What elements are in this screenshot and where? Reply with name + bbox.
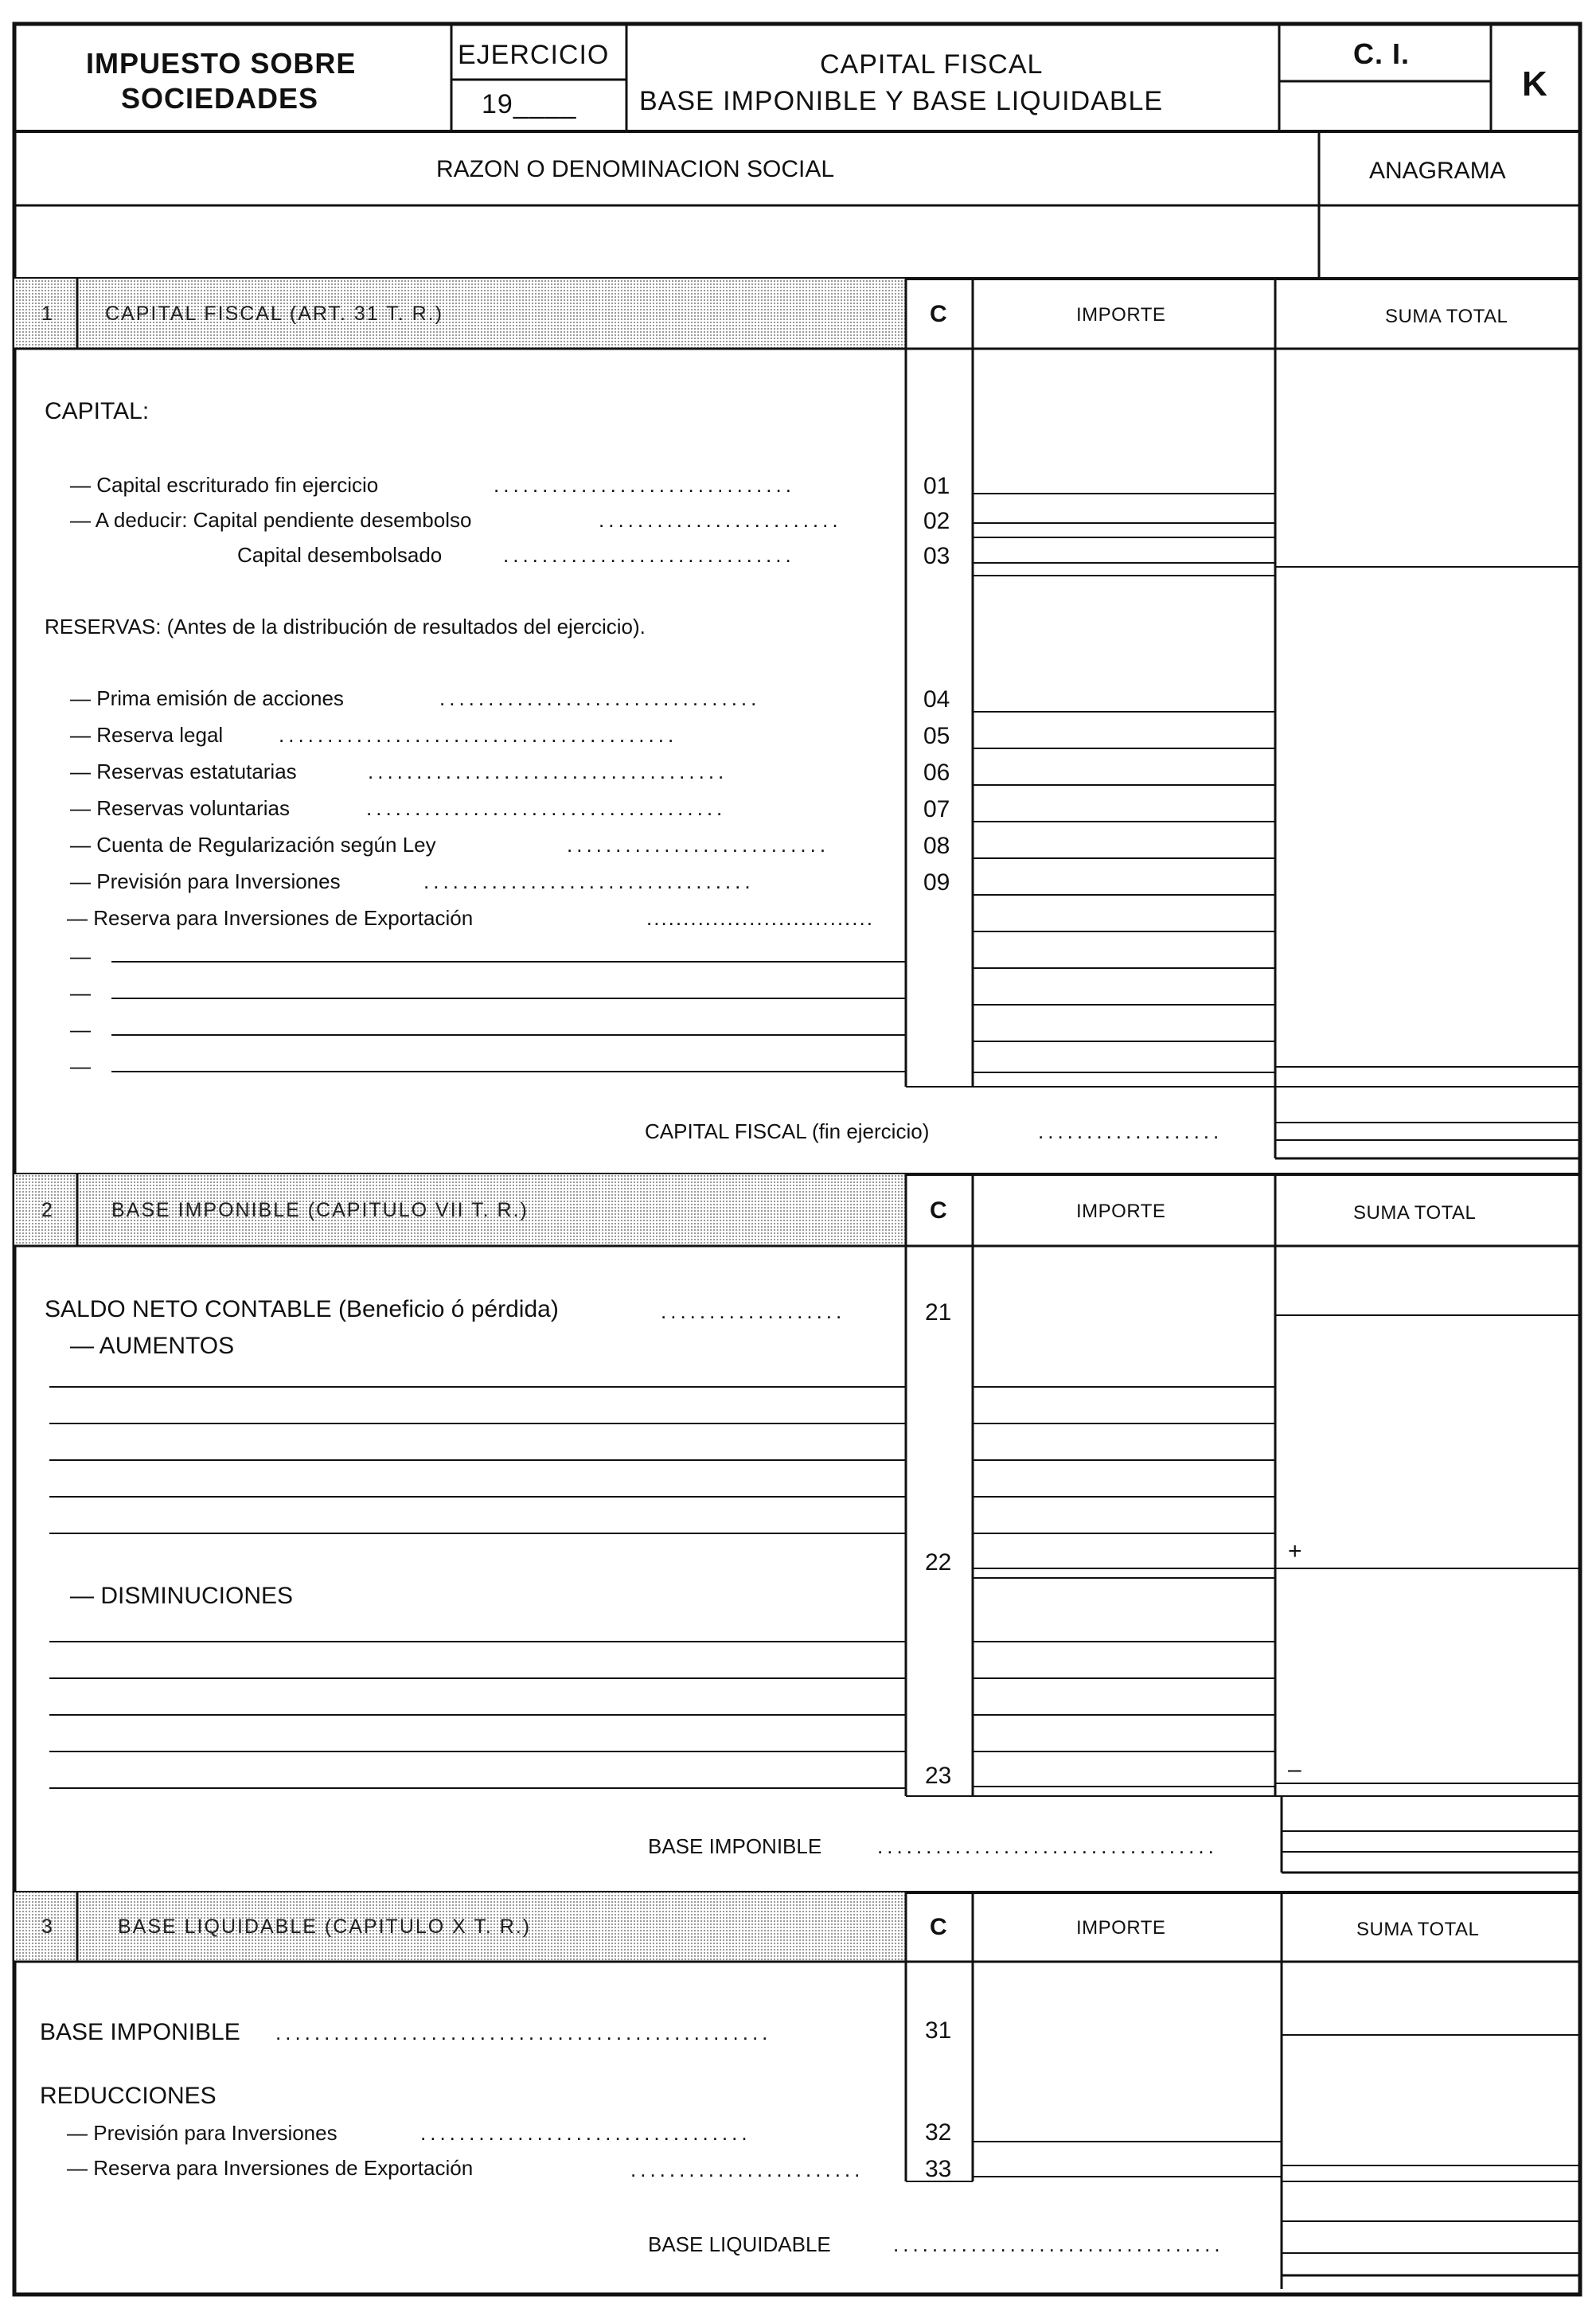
saldo-neto-total-field[interactable] (1282, 1282, 1575, 1312)
reduccion-item-label: — Reserva para Inversiones de Exportación (67, 2156, 474, 2180)
base-imponible-total-field[interactable] (1288, 1801, 1576, 1828)
section3-title: BASE LIQUIDABLE (CAPITULO X T. R.) (118, 1916, 532, 1938)
capital-fiscal-total-field[interactable] (1282, 1092, 1575, 1119)
reservas-item-code: 04 (923, 686, 950, 713)
reservas-item-label: — Reserva para Inversiones de Exportación (67, 906, 474, 930)
importe-field-01[interactable] (979, 462, 1269, 490)
blank-line-dash: — (70, 981, 91, 1005)
leader-dots: ..................................... (366, 796, 727, 820)
reduccion-item-label: — Previsión para Inversiones (67, 2121, 338, 2145)
disminuciones-label: — DISMINUCIONES (70, 1583, 294, 1609)
razon-social-label: RAZON O DENOMINACION SOCIAL (436, 156, 835, 182)
capital-item-code: 02 (923, 508, 950, 534)
aumentos-code: 22 (925, 1549, 952, 1576)
leader-dots: ......................... (599, 508, 842, 532)
leader-dots: ................................................... (275, 2021, 772, 2044)
leader-dots: ........................ (630, 2158, 864, 2181)
leader-dots: ................... (661, 1299, 846, 1323)
leader-dots: ................................... (877, 1834, 1218, 1858)
reservas-item-code: 09 (923, 869, 950, 896)
blank-line-dash: — (70, 944, 91, 968)
ejercicio-value[interactable]: 19____ (482, 89, 577, 119)
leader-dots: ............................... (494, 473, 795, 497)
leader-dots: .................................. (893, 2232, 1224, 2256)
blank-line-dash: — (70, 1054, 91, 1078)
leader-dots: .............................. (503, 543, 795, 567)
reservas-item-label: — Reserva legal (70, 723, 224, 747)
leader-dots: ........................... (567, 833, 830, 857)
column-importe-header: IMPORTE (1076, 1917, 1166, 1939)
form-title-line1: CAPITAL FISCAL (820, 49, 1044, 80)
form-letter: K (1522, 64, 1547, 103)
column-suma-total-header: SUMA TOTAL (1356, 1919, 1480, 1940)
capital-item-code: 03 (923, 543, 950, 569)
column-suma-total-header: SUMA TOTAL (1385, 306, 1508, 327)
base-liquidable-total-label: BASE LIQUIDABLE (648, 2232, 831, 2256)
saldo-neto-code: 21 (925, 1299, 952, 1326)
ejercicio-label: EJERCICIO (458, 40, 610, 70)
capital-item-label: — Capital escriturado fin ejercicio (70, 473, 379, 497)
base-imponible-code: 31 (925, 2017, 952, 2044)
column-c-header: C (930, 301, 948, 327)
reduccion-item-code: 32 (925, 2119, 952, 2146)
leader-dots: ................................. (439, 686, 761, 710)
aumentos-label: — AUMENTOS (70, 1333, 235, 1359)
base-liquidable-total-field[interactable] (1288, 2226, 1576, 2250)
tax-title-line2: SOCIEDADES (121, 82, 319, 115)
reservas-item-label: — Reservas estatutarias (70, 760, 297, 783)
leader-dots: ......................................... (279, 723, 678, 747)
leader-dots: .................................. (423, 869, 755, 893)
section2-number: 2 (41, 1199, 54, 1221)
section3-number: 3 (41, 1916, 54, 1938)
capital-item-code: 01 (923, 473, 950, 499)
leader-dots: ................... (1038, 1119, 1223, 1143)
reservas-item-code: 07 (923, 796, 950, 822)
reservas-item-code: 08 (923, 833, 950, 859)
reduccion-item-code: 33 (925, 2156, 952, 2182)
tax-title-line1: IMPUESTO SOBRE (86, 47, 357, 80)
column-importe-header: IMPORTE (1076, 304, 1166, 326)
leader-dots: .................................. (420, 2121, 751, 2145)
reservas-item-label: — Reservas voluntarias (70, 796, 290, 820)
anagrama-label: ANAGRAMA (1369, 158, 1506, 184)
reservas-item-code: 06 (923, 760, 950, 786)
capital-fiscal-total-label: CAPITAL FISCAL (fin ejercicio) (645, 1119, 930, 1143)
leader-dots: ............................... (646, 906, 874, 930)
reservas-heading: RESERVAS: (Antes de la distribución de resultados del ejercicio). (45, 615, 646, 639)
importe-field-04[interactable] (979, 685, 1269, 709)
reservas-item-label: — Cuenta de Regularización según Ley (70, 833, 436, 857)
capital-heading: CAPITAL: (45, 398, 150, 424)
plus-sign: + (1288, 1538, 1302, 1564)
section1-number: 1 (41, 303, 54, 325)
column-c-header: C (930, 1197, 948, 1224)
capital-item-label: Capital desembolsado (237, 543, 443, 567)
reducciones-heading: REDUCCIONES (40, 2083, 217, 2109)
reservas-item-label: — Previsión para Inversiones (70, 869, 341, 893)
minus-sign: – (1288, 1756, 1301, 1783)
form-title-line2: BASE IMPONIBLE Y BASE LIQUIDABLE (639, 86, 1164, 116)
capital-item-label: — A deducir: Capital pendiente desembolso (70, 508, 472, 532)
blank-line-dash: — (70, 1017, 91, 1041)
leader-dots: ..................................... (368, 760, 728, 783)
base-imponible-label: BASE IMPONIBLE (40, 2019, 240, 2045)
base-imponible-s3-field[interactable] (1288, 1998, 1576, 2032)
column-c-header: C (930, 1914, 948, 1940)
ci-label: C. I. (1353, 37, 1411, 70)
section2-title: BASE IMPONIBLE (CAPITULO VII T. R.) (111, 1199, 529, 1221)
reservas-item-label: — Prima emisión de acciones (70, 686, 344, 710)
column-suma-total-header: SUMA TOTAL (1353, 1202, 1477, 1224)
saldo-neto-label: SALDO NETO CONTABLE (Beneficio ó pérdida) (45, 1296, 559, 1322)
base-imponible-total-label: BASE IMPONIBLE (648, 1834, 822, 1858)
reservas-item-code: 05 (923, 723, 950, 749)
column-importe-header: IMPORTE (1076, 1201, 1166, 1222)
section1-title: CAPITAL FISCAL (ART. 31 T. R.) (105, 303, 443, 325)
disminuciones-code: 23 (925, 1763, 952, 1789)
